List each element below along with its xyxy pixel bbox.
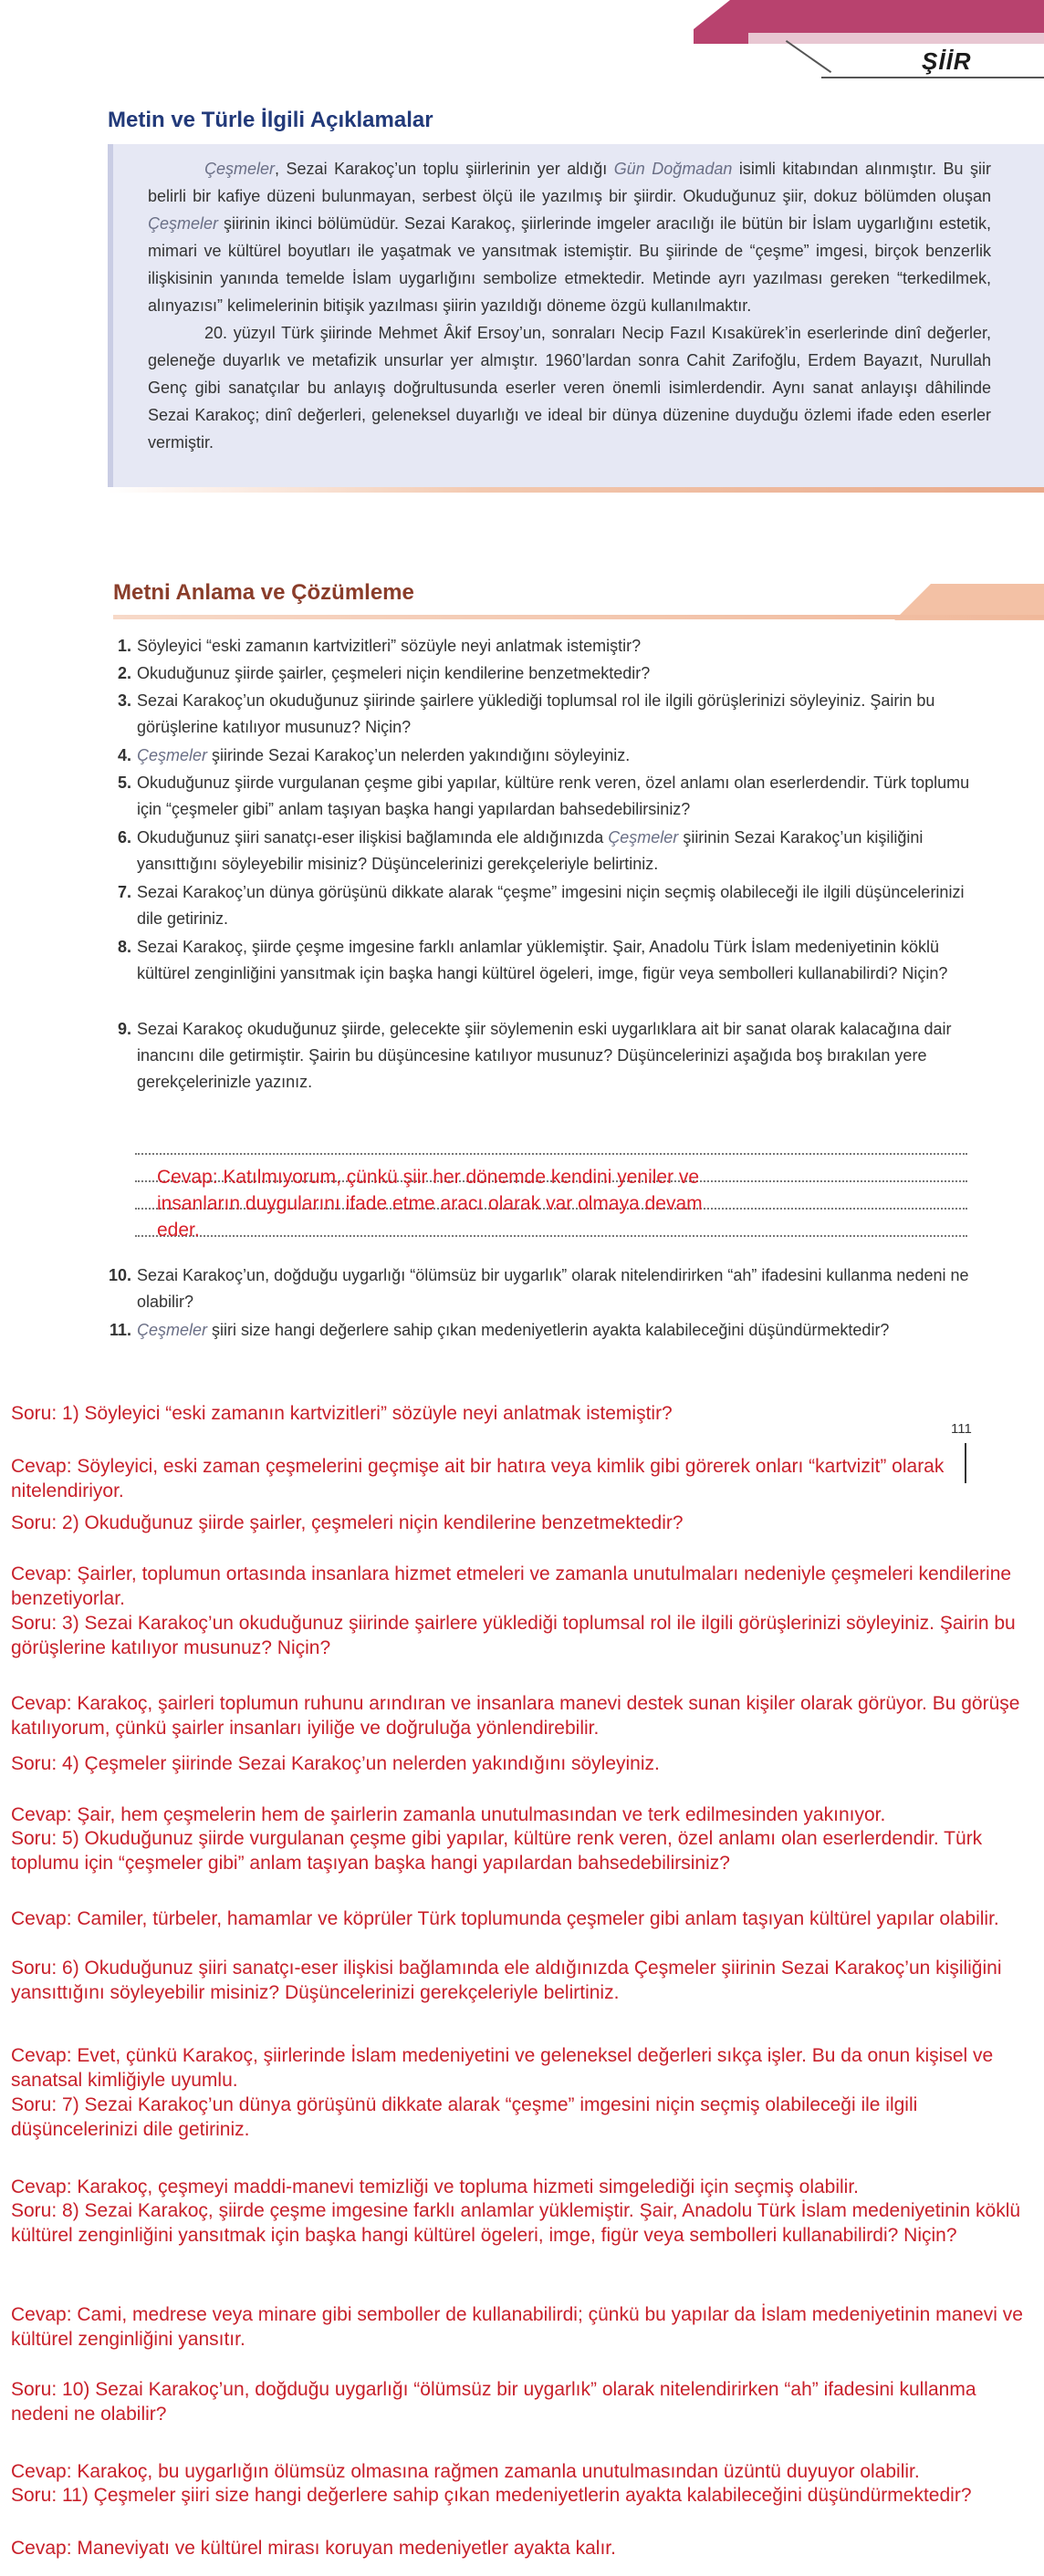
- question-item: 3. Sezai Karakoç’un okuduğunuz şiirinde şairlere yüklediği toplumsal rol ile ilgili görüşlerinizi söyleyiniz. Şairin bu görüşlerine katılıyor musunuz? Niçin?: [117, 691, 935, 736]
- qa-question: Soru: 8) Sezai Karakoç, şiirde çeşme imgesine farklı anlamlar yüklemiştir. Şair, Anadolu Türk İslam medeniyetinin köklü kültürel zenginliğini yansıtmak için başka hangi kültürel ögeleri, imge, figür veya sembolleri kullanabilirdi? Niçin?: [11, 2200, 1021, 2246]
- answer-line: [135, 1153, 967, 1155]
- header-band-light: [748, 33, 1044, 44]
- header-band-cut: [675, 0, 730, 44]
- handwritten-answer-line: Cevap: Katılmıyorum, çünkü şiir her dönemde kendini yeniler ve: [157, 1167, 700, 1188]
- qa-question: Soru: 5) Okuduğunuz şiirde vurgulanan çeşme gibi yapılar, kültüre renk veren, özel anlamı olan eserlerdendir. Türk toplumu için “çeşmeler gibi” anlam taşıyan başka hangi yapılardan bahsedebilirsiniz?: [11, 1828, 983, 1874]
- question-item: 5. Okuduğunuz şiirde vurgulanan çeşme gibi yapılar, kültüre renk veren, özel anlamı olan eserlerdendir. Türk toplumu için “çeşmeler gibi” anlam taşıyan başka hangi yapılardan bahsedebilirsiniz?: [117, 774, 970, 818]
- qa-answer: Cevap: Karakoç, çeşmeyi maddi-manevi temizliği ve topluma hizmeti simgelediği için seçmiş olabilir.: [11, 2176, 860, 2197]
- qa-question: Soru: 10) Sezai Karakoç’un, doğduğu uygarlığı “ölümsüz bir uygarlık” olarak nitelendirirken “ah” ifadesini kullanma nedeni ne olabilir?: [11, 2379, 976, 2425]
- qa-answer: Cevap: Karakoç, bu uygarlığın ölümsüz olmasına rağmen zamanla unutulmasından üzüntü duyuyor olabilir.: [11, 2461, 920, 2482]
- qa-answer: Cevap: Maneviyatı ve kültürel mirası koruyan medeniyetler ayakta kalır.: [11, 2538, 616, 2559]
- qa-question: Soru: 11) Çeşmeler şiiri size hangi değerlere sahip çıkan medeniyetlerin ayakta kalabileceğini düşündürmektedir?: [11, 2485, 972, 2506]
- handwritten-answer-line: insanların duygularını ifade etme aracı olarak var olmaya devam: [157, 1193, 703, 1214]
- qa-answer: Cevap: Evet, çünkü Karakoç, şiirlerinde İslam medeniyetini ve geleneksel değerleri sıkça işler. Bu da onun kişisel ve sanatsal kimliğiyle uyumlu.: [11, 2045, 994, 2091]
- analysis-title: Metni Anlama ve Çözümleme: [113, 580, 414, 605]
- question-item: 7. Sezai Karakoç’un dünya görüşünü dikkate alarak “çeşme” imgesini niçin seçmiş olabileceği ile ilgili düşüncelerinizi dile getiriniz.: [117, 883, 965, 928]
- section-tag: ŞİİR: [922, 47, 972, 75]
- analysis-header-band: [113, 615, 1044, 619]
- qa-answer: Cevap: Şairler, toplumun ortasında insanlara hizmet etmeleri ve zamanla unutulmaları nedeniyle çeşmeleri kendilerine benzetiyorlar.: [11, 1563, 1012, 1609]
- qa-answer: Cevap: Söyleyici, eski zaman çeşmelerini geçmişe ait bir hatıra veya kimlik gibi görerek onları “kartvizit” olarak nitelendiriyor.: [11, 1456, 945, 1501]
- poem-title: Çeşmeler: [148, 214, 219, 233]
- explanations-box-underline: [108, 487, 1044, 493]
- qa-question: Soru: 2) Okuduğunuz şiirde şairler, çeşmeleri niçin kendilerine benzetmektedir?: [11, 1512, 684, 1533]
- poem-title: Çeşmeler: [204, 160, 276, 178]
- qa-question: Soru: 1) Söyleyici “eski zamanın kartvizitleri” sözüyle neyi anlatmak istemiştir?: [11, 1403, 673, 1424]
- explanation-paragraph-2: 20. yüzyıl Türk şiirinde Mehmet Âkif Ersoy’un, sonraları Necip Fazıl Kısakürek’in eserlerinde dinî değerler, geleneğe duyarlık ve metafizik unsurlar yer almıştır. 1960’lardan sonra Cahit Zarifoğlu, Erdem Bayazıt, Nurullah Genç gibi sanatçılar bu anlayış doğrultusunda eserler veren önemli isimlerdendir. Aynı sanat anlayışı dâhilinde Sezai Karakoç; dinî değerleri, geleneksel duyarlığı ve ideal bir dünya düzenine duyduğu özlemi ifade eden eserler vermiştir.: [148, 324, 991, 452]
- explanation-paragraph-1: Çeşmeler, Sezai Karakoç’un toplu şiirlerinin yer aldığı Gün Doğmadan isimli kitabından alınmıştır. Bu şiir belirli bir kafiye düzeni bulunmayan, serbest ölçü ile yazılmış bir şiirdir. Okuduğunuz şiir, dokuz bölümden oluşan Çeşmeler şiirinin ikinci bölümüdür. Sezai Karakoç, şiirlerinde imgeler aracılığı ile bütün bir İslam uygarlığını estetik, mimari ve kültürel boyutları ile yaşatmak ve yansıtmak istemiştir. Bu şiirinde de “çeşme” imgesi, birçok benzerlik ilişkisinin yanında temelde İslam uygarlığını sembolize etmektedir. Metinde ayrı yazılması gereken “terkedilmek, alınyazısı” kelimelerinin bitişik yazılması şiirin yazıldığı döneme özgü kullanılmaktır.: [148, 160, 991, 315]
- answer-line: [135, 1235, 967, 1237]
- question-item: 9. Sezai Karakoç okuduğunuz şiirde, gelecekte şiir söylemenin eski uygarlıklara ait bir sanat olarak kalacağına dair inancını dile getirmiştir. Şairin bu düşüncesine katılıyor musunuz? Düşüncelerinizi aşağıda boş bırakılan yere gerekçelerinizle yazınız.: [117, 1020, 952, 1091]
- explanations-box: [108, 144, 1044, 487]
- qa-question: Soru: 4) Çeşmeler şiirinde Sezai Karakoç’un nelerden yakındığını söyleyiniz.: [11, 1753, 660, 1774]
- qa-answer: Cevap: Camiler, türbeler, hamamlar ve köprüler Türk toplumunda çeşmeler gibi anlam taşıyan kültürel yapılar olabilir.: [11, 1908, 999, 1929]
- question-item: 11. Çeşmeler şiiri size hangi değerlere sahip çıkan medeniyetlerin ayakta kalabileceğini düşündürmektedir?: [109, 1321, 890, 1339]
- handwritten-answer-line: eder.: [157, 1220, 200, 1241]
- qa-answer: Cevap: Cami, medrese veya minare gibi semboller de kullanabilirdi; çünkü bu yapılar da İslam medeniyetinin manevi ve kültürel zenginliğini yansıtır.: [11, 2304, 1023, 2350]
- question-item: 8. Sezai Karakoç, şiirde çeşme imgesine farklı anlamlar yüklemiştir. Şair, Anadolu Türk İslam medeniyetinin köklü kültürel zenginliğini yansıtmak için başka hangi kültürel ögeleri, imge, figür veya sembolleri kullanabilirdi? Niçin?: [117, 938, 948, 982]
- question-item: 6. Okuduğunuz şiiri sanatçı-eser ilişkisi bağlamında ele aldığınızda Çeşmeler şiirinin Sezai Karakoç’un kişiliğini yansıttığını söyleyebilir misiniz? Düşüncelerinizi gerekçeleriyle belirtiniz.: [117, 828, 924, 873]
- book-title: Gün Doğmadan: [613, 160, 733, 178]
- question-item: 10. Sezai Karakoç’un, doğduğu uygarlığı “ölümsüz bir uygarlık” olarak nitelendirirken “ah” ifadesini kullanma nedeni ne olabilir?: [108, 1266, 969, 1311]
- qa-question: Soru: 3) Sezai Karakoç’un okuduğunuz şiirinde şairlere yüklediği toplumsal rol ile ilgili görüşlerinizi söyleyiniz. Şairin bu görüşlerine katılıyor musunuz? Niçin?: [11, 1613, 1016, 1658]
- qa-answer: Cevap: Şair, hem çeşmelerin hem de şairlerin zamanla unutulmasından ve terk edilmesinden yakınıyor.: [11, 1804, 886, 1825]
- header-divider-diagonal: [786, 40, 831, 73]
- header-divider-line: [821, 77, 1044, 78]
- qa-question: Soru: 7) Sezai Karakoç’un dünya görüşünü dikkate alarak “çeşme” imgesini niçin seçmiş olabileceği ile ilgili düşüncelerinizi dile getiriniz.: [11, 2094, 918, 2140]
- question-item: 2. Okuduğunuz şiirde şairler, çeşmeleri niçin kendilerine benzetmektedir?: [117, 664, 651, 682]
- qa-question: Soru: 6) Okuduğunuz şiiri sanatçı-eser ilişkisi bağlamında ele aldığınızda Çeşmeler şiirinin Sezai Karakoç’un kişiliğini yansıttığını söyleyebilir misiniz? Düşüncelerinizi gerekçeleriyle belirtiniz.: [11, 1958, 1002, 2003]
- page-number: 111: [951, 1421, 972, 1437]
- explanations-title: Metin ve Türle İlgili Açıklamalar: [108, 108, 433, 132]
- qa-answer: Cevap: Karakoç, şairleri toplumun ruhunu arındıran ve insanlara manevi destek sunan kişiler olarak görüyor. Bu görüşe katılıyorum, çünkü şairler insanları iyiliğe ve doğruluğa yönlendirebilir.: [11, 1693, 1020, 1739]
- question-item: 4. Çeşmeler şiirinde Sezai Karakoç’un nelerden yakındığını söyleyiniz.: [117, 746, 631, 764]
- question-item: 1. Söyleyici “eski zamanın kartvizitleri” sözüyle neyi anlatmak istemiştir?: [117, 637, 642, 655]
